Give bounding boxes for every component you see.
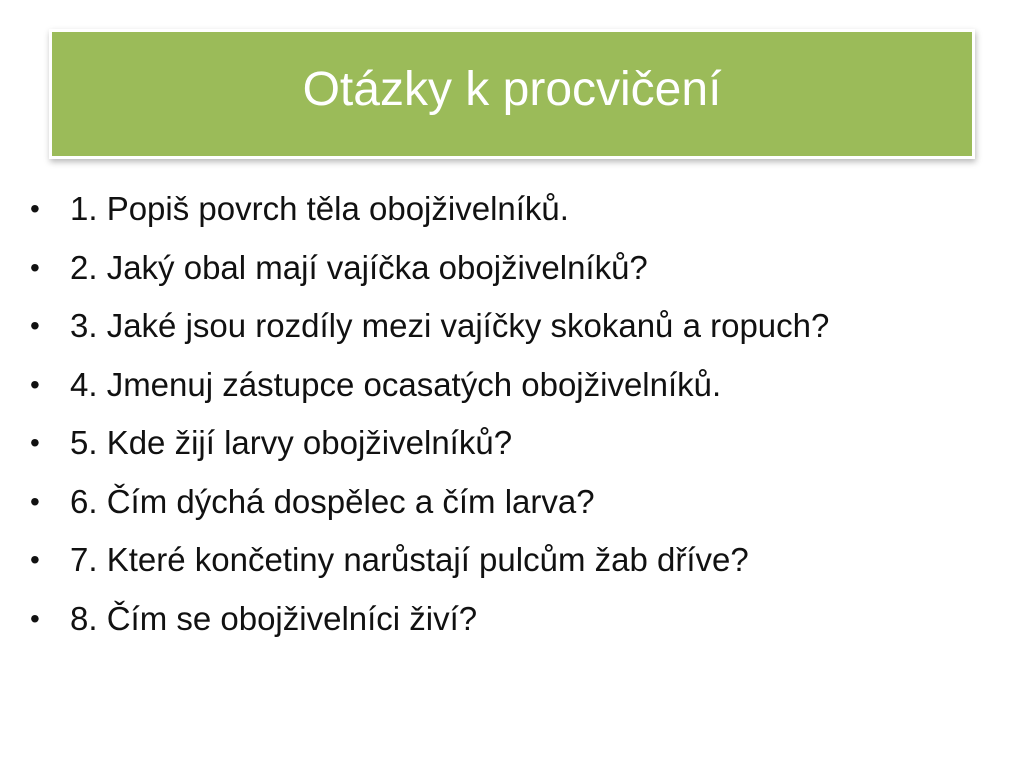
list-item (30, 476, 1010, 535)
slide-title: Otázky k procvičení (302, 63, 722, 116)
list-item (30, 359, 1010, 418)
list-item (30, 593, 1010, 652)
bullet-icon: • (30, 368, 40, 400)
question-text: 7. Které končetiny narůstají pulcům žab dříve? (70, 541, 749, 578)
bullet-icon: • (30, 427, 40, 458)
bullet-icon: • (30, 310, 40, 341)
question-text: 2. Jaký obal mají vajíčka obojživelníků? (70, 248, 648, 286)
question-text: 4. Jmenuj zástupce ocasatých obojživelníků. (70, 365, 722, 403)
list-item (30, 417, 1010, 476)
bullet-icon: • (30, 251, 40, 283)
bullet-icon: • (30, 193, 40, 224)
list-item (30, 534, 1010, 593)
question-text: 1. Popiš povrch těla obojživelníků. (70, 190, 569, 227)
list-item (30, 300, 1010, 359)
bullet-icon: • (30, 485, 40, 517)
question-text: 8. Čím se obojživelníci živí? (70, 599, 478, 637)
title-box (52, 32, 972, 156)
question-text: 3. Jaké jsou rozdíly mezi vajíčky skokanů a ropuch? (70, 307, 830, 344)
bullet-icon: • (30, 602, 40, 634)
question-text: 6. Čím dýchá dospělec a čím larva? (70, 482, 595, 520)
list-item (30, 242, 1010, 301)
question-list (30, 183, 1010, 651)
bullet-icon: • (30, 544, 40, 575)
question-text: 5. Kde žijí larvy obojživelníků? (70, 424, 513, 461)
list-item (30, 183, 1010, 242)
